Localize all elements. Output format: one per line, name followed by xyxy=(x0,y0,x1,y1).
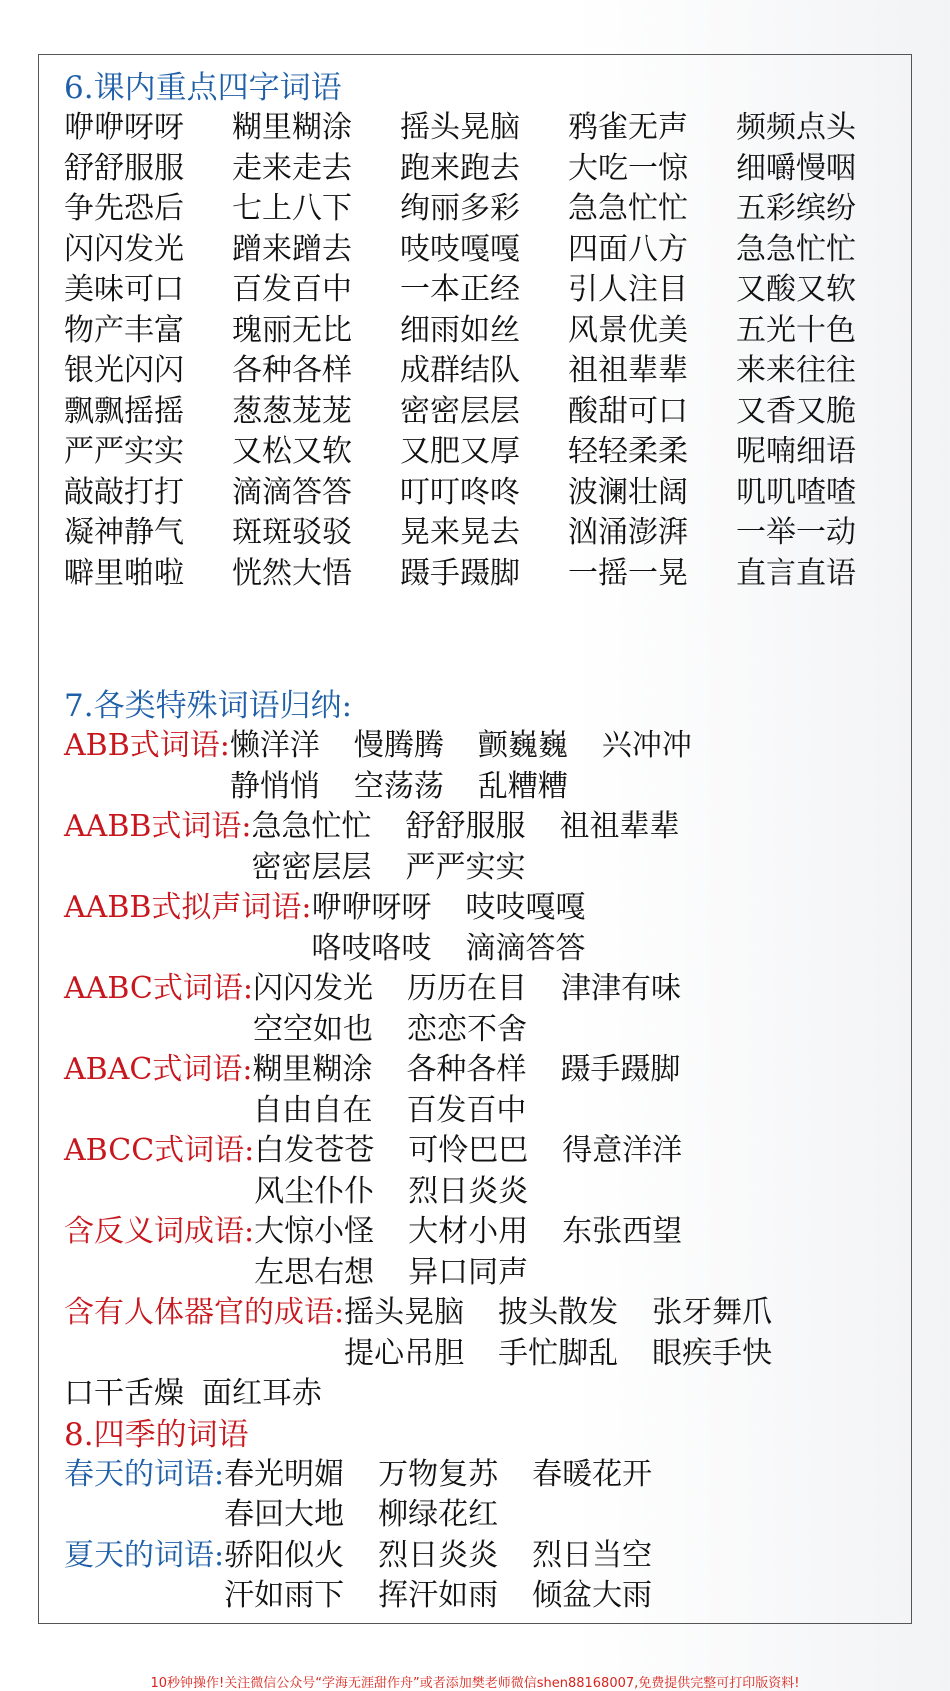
word: 波澜壮阔 xyxy=(568,474,688,510)
word: 成群结队 xyxy=(400,353,520,388)
word: 大材小用 xyxy=(408,1214,529,1249)
word: 恋恋不舍 xyxy=(407,1011,527,1047)
word: 恍然大悟 xyxy=(232,555,352,591)
category-line xyxy=(224,1495,686,1536)
word: 瑰丽无比 xyxy=(232,312,352,348)
word: 空空如也 xyxy=(253,1011,373,1047)
word-row xyxy=(64,149,904,190)
word-category xyxy=(64,807,904,888)
word: 大惊小怪 xyxy=(254,1214,375,1249)
word: 糊里糊涂 xyxy=(232,110,352,145)
word: 吱吱嘎嘎 xyxy=(465,890,586,925)
word: 烈日炎炎 xyxy=(408,1173,529,1209)
word: 晃来晃去 xyxy=(400,515,520,550)
word-row xyxy=(64,392,904,433)
four-char-word-grid xyxy=(64,108,904,594)
word: 舒舒服服 xyxy=(405,809,526,844)
section-7-title: 7.各类特殊词语归纳: xyxy=(64,688,353,724)
word: 急急忙忙 xyxy=(568,191,688,226)
word: 一举一动 xyxy=(736,515,856,550)
word: 一摇一晃 xyxy=(568,555,688,591)
category-line xyxy=(312,929,620,970)
word: 美味可口 xyxy=(64,272,184,307)
word: 来来往往 xyxy=(736,353,856,388)
category-line xyxy=(312,888,620,929)
word: 自由自在 xyxy=(252,1092,373,1128)
category-line xyxy=(224,1536,686,1577)
word-row xyxy=(64,230,904,271)
word-row xyxy=(64,189,904,230)
word: 吱吱嘎嘎 xyxy=(400,231,520,267)
category-line xyxy=(254,1253,716,1294)
word: 骄阳似火 xyxy=(224,1537,345,1573)
category-line xyxy=(230,726,726,767)
word: 异口同声 xyxy=(408,1254,529,1290)
word: 密密层层 xyxy=(251,849,372,885)
word: 空荡荡 xyxy=(353,768,444,804)
word: 细雨如丝 xyxy=(400,312,520,348)
word-category xyxy=(64,888,904,969)
section-8-title: 8.四季的词语 xyxy=(64,1416,249,1453)
word: 口干舌燥 xyxy=(64,1376,184,1411)
word: 五彩缤纷 xyxy=(736,191,856,226)
word: 兴冲冲 xyxy=(601,728,692,763)
word: 又肥又厚 xyxy=(400,434,520,469)
section-6-title: 6.课内重点四字词语 xyxy=(64,70,342,106)
category-line xyxy=(224,1576,686,1617)
word-category xyxy=(64,1293,904,1374)
word-row xyxy=(64,554,904,595)
word: 静悄悄 xyxy=(229,768,320,804)
word: 摇头晃脑 xyxy=(344,1295,465,1330)
word-row xyxy=(64,473,904,514)
season-word-categories xyxy=(64,1455,904,1617)
word-category xyxy=(64,1455,904,1536)
category-label: AABB式词语: xyxy=(64,809,252,844)
word: 闪闪发光 xyxy=(253,971,373,1006)
word: 叽叽喳喳 xyxy=(736,474,856,510)
word: 严严实实 xyxy=(64,434,184,469)
word: 祖祖辈辈 xyxy=(568,353,688,388)
word: 倾盆大雨 xyxy=(532,1578,653,1613)
word: 挥汗如雨 xyxy=(378,1578,499,1613)
word: 斑斑驳驳 xyxy=(232,515,352,550)
category-line xyxy=(254,1131,716,1172)
word: 糊里糊涂 xyxy=(252,1052,373,1087)
word: 万物复苏 xyxy=(378,1456,499,1492)
word: 凝神静气 xyxy=(64,515,184,550)
category-label: ABCC式词语: xyxy=(64,1133,255,1168)
word: 烈日当空 xyxy=(532,1537,653,1573)
word: 五光十色 xyxy=(736,312,856,348)
word: 咿咿呀呀 xyxy=(64,110,184,145)
word: 各种各样 xyxy=(406,1052,527,1087)
word: 手忙脚乱 xyxy=(498,1335,619,1371)
word: 白发苍苍 xyxy=(254,1133,375,1168)
word: 又香又脆 xyxy=(736,393,856,429)
word: 慢腾腾 xyxy=(353,728,444,763)
word: 葱葱茏茏 xyxy=(232,393,352,429)
word: 又酸又软 xyxy=(736,272,856,307)
word: 物产丰富 xyxy=(64,312,184,348)
word-category xyxy=(64,969,904,1050)
word: 得意洋洋 xyxy=(562,1133,683,1168)
word: 细嚼慢咽 xyxy=(736,150,856,186)
word: 舒舒服服 xyxy=(64,150,184,186)
word-row xyxy=(64,513,904,554)
word: 直言直语 xyxy=(736,555,856,591)
category-label: AABB式拟声词语: xyxy=(64,890,312,925)
category-label: 春天的词语: xyxy=(64,1456,225,1492)
category-line xyxy=(344,1293,806,1334)
category-label: ABAC式词语: xyxy=(64,1052,253,1087)
word: 咿咿呀呀 xyxy=(311,890,432,925)
worksheet-content xyxy=(64,68,904,1617)
word-row xyxy=(64,270,904,311)
word: 四面八方 xyxy=(568,231,688,267)
word-row xyxy=(64,432,904,473)
word: 噼里啪啦 xyxy=(64,555,184,591)
word: 七上八下 xyxy=(232,191,352,226)
word: 酸甜可口 xyxy=(568,393,688,429)
word-category xyxy=(64,726,904,807)
word: 轻轻柔柔 xyxy=(568,434,688,469)
word: 张牙舞爪 xyxy=(652,1295,773,1330)
category-line xyxy=(252,807,714,848)
word: 闪闪发光 xyxy=(64,231,184,267)
category-line xyxy=(252,1091,714,1132)
word: 咯吱咯吱 xyxy=(311,930,432,966)
word: 银光闪闪 xyxy=(64,353,184,388)
word: 叮叮咚咚 xyxy=(400,474,520,510)
word: 大吃一惊 xyxy=(568,150,688,186)
word: 蹑手蹑脚 xyxy=(400,555,520,591)
word: 颤巍巍 xyxy=(477,728,568,763)
extra-word-line xyxy=(64,1374,904,1415)
category-label: 含有人体器官的成语: xyxy=(64,1295,345,1330)
word: 滴滴答答 xyxy=(232,474,352,510)
word-category xyxy=(64,1050,904,1131)
word: 乱糟糟 xyxy=(477,768,568,804)
word-row xyxy=(64,351,904,392)
word: 引人注目 xyxy=(568,272,688,307)
word: 烈日炎炎 xyxy=(378,1537,499,1573)
word: 懒洋洋 xyxy=(229,728,320,763)
word: 急急忙忙 xyxy=(736,231,856,267)
word: 津津有味 xyxy=(561,971,681,1006)
word: 滴滴答答 xyxy=(465,930,586,966)
category-line xyxy=(254,1212,716,1253)
word: 可怜巴巴 xyxy=(408,1133,529,1168)
word: 百发百中 xyxy=(232,272,352,307)
word: 又松又软 xyxy=(232,434,352,469)
category-line xyxy=(344,1334,806,1375)
word: 各种各样 xyxy=(232,353,352,388)
word: 蹑手蹑脚 xyxy=(560,1052,681,1087)
category-label: ABB式词语: xyxy=(64,728,230,763)
word: 汗如雨下 xyxy=(224,1578,345,1613)
category-line xyxy=(253,969,715,1010)
word-category xyxy=(64,1212,904,1293)
word: 飘飘摇摇 xyxy=(64,393,184,429)
word: 春暖花开 xyxy=(532,1456,653,1492)
footer-notice: 10秒钟操作!关注微信公众号“学海无涯甜作舟”或者添加樊老师微信shen88168007,免费提供完整可打印版资料! xyxy=(150,1676,800,1691)
word: 提心吊胆 xyxy=(344,1335,465,1371)
word-category xyxy=(64,1536,904,1617)
category-label: 含反义词成语: xyxy=(64,1214,255,1249)
word: 面红耳赤 xyxy=(202,1376,322,1411)
word: 频频点头 xyxy=(736,110,856,145)
word: 一本正经 xyxy=(400,272,520,307)
word-category xyxy=(64,1131,904,1212)
special-word-categories xyxy=(64,726,904,1374)
category-line xyxy=(230,767,726,808)
word: 争先恐后 xyxy=(64,191,184,226)
word: 呢喃细语 xyxy=(736,434,856,469)
word: 春回大地 xyxy=(224,1497,345,1532)
word: 急急忙忙 xyxy=(251,809,372,844)
word: 跑来跑去 xyxy=(400,150,520,186)
word: 披头散发 xyxy=(498,1295,619,1330)
word: 风景优美 xyxy=(568,312,688,348)
word: 春光明媚 xyxy=(224,1456,345,1492)
word: 风尘仆仆 xyxy=(254,1173,375,1209)
word: 历历在目 xyxy=(407,971,527,1006)
word: 绚丽多彩 xyxy=(400,191,520,226)
category-label: 夏天的词语: xyxy=(64,1537,225,1573)
word: 百发百中 xyxy=(406,1092,527,1128)
word: 眼疾手快 xyxy=(652,1335,773,1371)
word-row xyxy=(64,311,904,352)
word: 祖祖辈辈 xyxy=(559,809,680,844)
category-line xyxy=(224,1455,686,1496)
word: 汹涌澎湃 xyxy=(568,515,688,550)
word: 左思右想 xyxy=(254,1254,375,1290)
category-line xyxy=(253,1010,715,1051)
word: 蹭来蹭去 xyxy=(232,231,352,267)
category-line xyxy=(252,848,714,889)
word-row xyxy=(64,108,904,149)
word: 敲敲打打 xyxy=(64,474,184,510)
word: 严严实实 xyxy=(405,849,526,885)
word: 摇头晃脑 xyxy=(400,110,520,145)
word: 柳绿花红 xyxy=(378,1497,499,1532)
category-label: AABC式词语: xyxy=(64,971,253,1006)
word: 密密层层 xyxy=(400,393,520,429)
word: 鸦雀无声 xyxy=(568,110,688,145)
category-line xyxy=(254,1172,716,1213)
word: 走来走去 xyxy=(232,150,352,186)
category-line xyxy=(252,1050,714,1091)
word: 东张西望 xyxy=(562,1214,683,1249)
